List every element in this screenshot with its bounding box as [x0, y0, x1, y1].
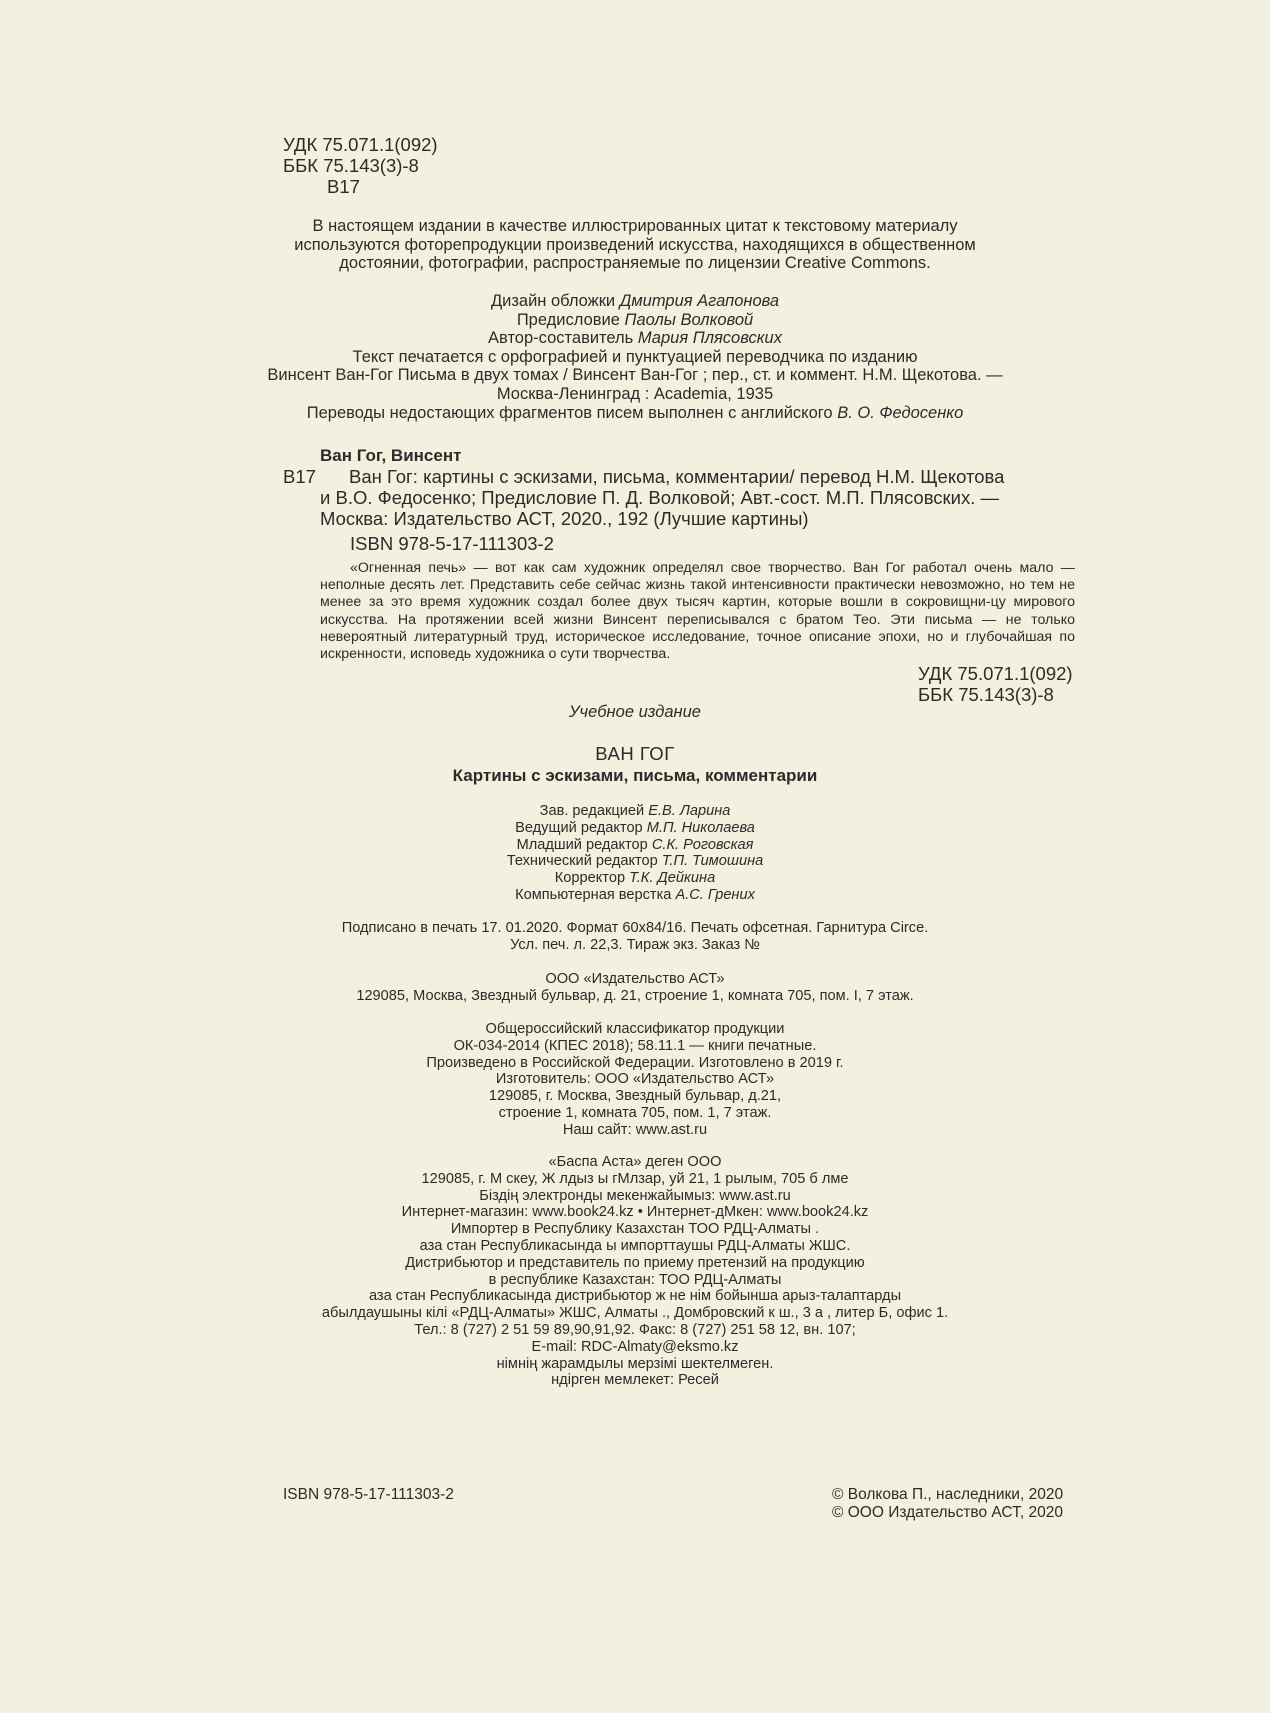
editor-line: [0, 887, 1270, 904]
author-sign: В17: [327, 176, 360, 197]
editor-name: М.П. Николаева: [646, 819, 755, 836]
kazakhstan-line: німнің жарамдылы мерзімі шектелмеген.: [496, 1355, 774, 1372]
editor-role: Корректор: [554, 870, 626, 887]
editor-line: [0, 820, 1270, 837]
kazakhstan-line: Импортер в Республику Казахстан ТОО РДЦ-Алматы .: [450, 1221, 820, 1238]
illustration-notice: [0, 217, 1270, 273]
compiler-name: Мария Плясовских: [637, 329, 782, 348]
editor-role: Зав. редакцией: [539, 803, 645, 819]
kazakhstan-line: Дистрибьютор и представитель по приему претензий на продукцию: [405, 1254, 865, 1271]
editor-role: Технический редактор: [506, 853, 658, 870]
kazakhstan-line: аза стан Республикасында дистрибьютор ж не нім бойынша арыз-талаптарды: [368, 1288, 902, 1305]
preface-name: Паолы Волковой: [624, 310, 754, 329]
biblio-line3: Москва: Издательство АСТ, 2020., 192 (Лучшие картины): [320, 508, 809, 529]
classification-line: Изготовитель: ООО «Издательство АСТ»: [495, 1071, 775, 1088]
editor-name: Е.В. Ларина: [648, 803, 731, 819]
source-line: Винсент Ван-Гог Письма в двух томах / Винсент Ван-Гог ; пер., ст. и коммент. Н.М. Щекотова. —: [267, 366, 1003, 385]
publisher-line: ООО «Издательство АСТ»: [545, 971, 725, 987]
editor-name: Т.П. Тимошина: [661, 853, 764, 870]
print-info: [0, 920, 1270, 954]
classification-line: Произведено в Российской Федерации. Изготовлено в 2019 г.: [426, 1054, 844, 1071]
kazakhstan-info: [0, 1154, 1270, 1389]
isbn-bottom: ISBN 978-5-17-111303-2: [283, 1486, 454, 1503]
editor-line: [0, 803, 1270, 820]
compiler-line: [0, 329, 1270, 348]
print-line: Усл. печ. л. 22,3. Тираж экз. Заказ №: [510, 936, 760, 953]
print-line: Подписано в печать 17. 01.2020. Формат 60x84/16. Печать офсетная. Гарнитура Circe.: [341, 920, 929, 936]
edition-type: Учебное издание: [569, 703, 701, 721]
preface-line: [0, 311, 1270, 330]
editor-line: [0, 870, 1270, 887]
editors-list: [0, 803, 1270, 904]
kazakhstan-line: ндірген мемлекет: Ресей: [551, 1372, 719, 1389]
cover-design-line: [0, 292, 1270, 311]
kazakhstan-line: E-mail: RDC-Almaty@eksmo.kz: [531, 1338, 739, 1355]
copyright-line: © ООО Издательство АСТ, 2020: [832, 1504, 1063, 1521]
udk-code: УДК 75.071.1(092): [283, 134, 438, 155]
biblio-line2: и В.О. Федосенко; Предисловие П. Д. Волковой; Авт.-сост. М.П. Плясовских. —: [320, 487, 1000, 508]
editor-name: Т.К. Дейкина: [629, 870, 716, 887]
kazakhstan-line: Тел.: 8 (727) 2 51 59 89,90,91,92. Факс: 8 (727) 251 58 12, вн. 107;: [414, 1321, 856, 1338]
annotation-text: «Огненная печь» — вот как сам художник определял свое творчество. Ван Гог работал очень мало — неполные десять лет. Представить себе сейчас жизнь такой интенсивности практически невозможно, но тем не менее за это время художник создал более двух тысяч картин, которые вошли в сокровищни-цу мирового искусства. На протяжении всей жизни Винсент переписывался с братом Тео. Эти письма — не только невероятный литературный труд, историческое исследование, точное описание эпохи, но и глубочайшая по искренности, исповедь художника о сути творчества.: [320, 560, 1075, 663]
editor-role: Младший редактор: [516, 836, 648, 853]
biblio-code: В17: [283, 466, 316, 487]
notice-line: В настоящем издании в качестве иллюстрированных цитат к текстовому материалу: [312, 217, 958, 235]
annotation: [320, 560, 1075, 663]
translation-name: В. О. Федосенко: [837, 403, 964, 422]
translation-line: [0, 404, 1270, 423]
publisher-info: [0, 971, 1270, 1005]
kazakhstan-line: Интернет-магазин: www.book24.kz • Интернет-дМкен: www.book24.kz: [401, 1204, 869, 1221]
compiler-label: Автор-составитель: [488, 329, 634, 348]
udk-block: [283, 134, 438, 197]
kazakhstan-line: аза стан Республикасында ы импорттаушы РДЦ-Алматы ЖШС.: [419, 1237, 851, 1254]
udk-block-2: [918, 663, 1073, 705]
copyright-block: [832, 1486, 1063, 1522]
publisher-line: 129085, Москва, Звездный бульвар, д. 21, строение 1, комната 705, пом. I, 7 этаж.: [356, 987, 914, 1004]
editor-role: Компьютерная верстка: [515, 886, 672, 903]
translation-label: Переводы недостающих фрагментов писем выполнен с английского: [306, 403, 833, 422]
classification-info: [0, 1021, 1270, 1139]
kazakhstan-line: в республике Казахстан: ТОО РДЦ-Алматы: [488, 1271, 782, 1288]
bibliographic-record: [283, 466, 1075, 554]
classification-line: 129085, г. Москва, Звездный бульвар, д.21,: [488, 1088, 782, 1105]
biblio-author: Ван Гог, Винсент: [320, 446, 462, 465]
editor-role: Ведущий редактор: [515, 819, 643, 836]
bbk-code-2: ББК 75.143(3)-8: [918, 684, 1054, 705]
udk-code-2: УДК 75.071.1(092): [918, 663, 1073, 684]
biblio-isbn: ISBN 978-5-17-111303-2: [350, 533, 554, 554]
kazakhstan-line: «Баспа Аста» деген ООО: [548, 1154, 722, 1170]
classification-line: ОК-034-2014 (КПЕС 2018); 58.11.1 — книги печатные.: [453, 1037, 817, 1054]
editor-line: [0, 853, 1270, 870]
biblio-line1: Ван Гог: картины с эскизами, письма, комментарии/ перевод Н.М. Щекотова: [349, 466, 1005, 487]
book-title: ВАН ГОГ: [595, 743, 675, 764]
source-line: Москва-Ленинград : Academia, 1935: [496, 384, 774, 403]
bbk-code: ББК 75.143(3)-8: [283, 155, 419, 176]
biblio-line: [283, 466, 1075, 487]
copyright-line: © Волкова П., наследники, 2020: [832, 1486, 1064, 1503]
classification-line: Наш сайт: www.ast.ru: [562, 1121, 708, 1138]
notice-line: используются фоторепродукции произведений искусства, находящихся в общественном: [294, 235, 976, 254]
cover-design-name: Дмитрия Агапонова: [619, 292, 780, 310]
classification-line: строение 1, комната 705, пом. 1, 7 этаж.: [498, 1104, 772, 1121]
editor-name: С.К. Роговская: [651, 836, 754, 853]
editor-name: А.С. Грених: [675, 886, 755, 903]
credits-block: [0, 292, 1270, 422]
notice-line: достоянии, фотографии, распространяемые по лицензии Creative Commons.: [339, 254, 931, 272]
book-subtitle: Картины с эскизами, письма, комментарии: [452, 766, 818, 785]
editor-line: [0, 837, 1270, 854]
cover-design-label: Дизайн обложки: [490, 292, 616, 310]
source-line: Текст печатается с орфографией и пунктуацией переводчика по изданию: [352, 347, 918, 366]
kazakhstan-line: Біздің электронды мекенжайымыз: www.ast.ru: [479, 1187, 791, 1204]
preface-label: Предисловие: [516, 310, 620, 329]
classification-line: Общероссийский классификатор продукции: [485, 1021, 785, 1037]
kazakhstan-line: 129085, г. М скеу, Ж лдыз ы гМлзар, уй 21, 1 рылым, 705 б лме: [421, 1170, 849, 1187]
kazakhstan-line: абылдаушыны кілі «РДЦ-Алматы» ЖШС, Алматы ., Домбровский к ш., 3 а , литер Б, офис 1.: [321, 1305, 949, 1322]
